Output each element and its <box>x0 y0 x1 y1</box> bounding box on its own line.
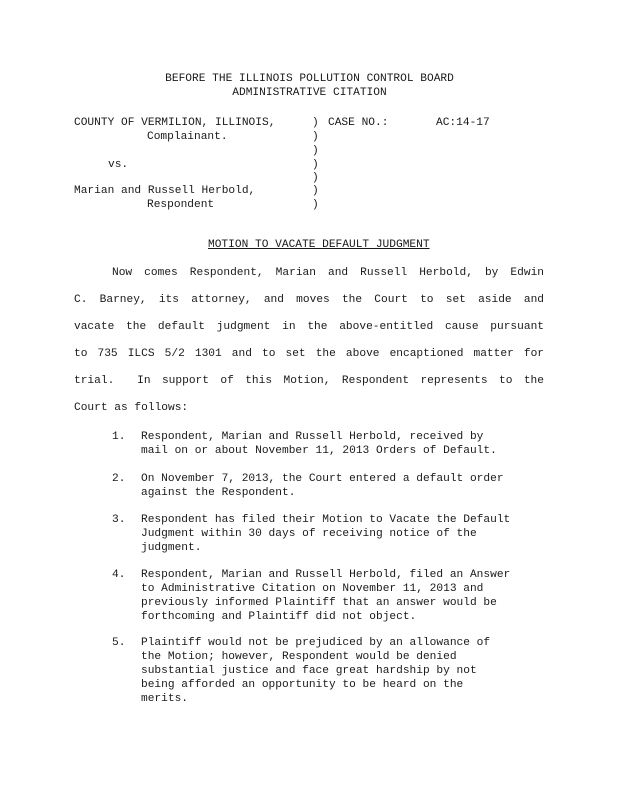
respondent-role: Respondent <box>147 199 215 211</box>
item-line: Respondent, Marian and Russell Herbold, received by <box>141 431 484 443</box>
caption-paren: ) <box>312 172 319 184</box>
item-line: merits. <box>141 693 188 705</box>
respondent-name: Marian and Russell Herbold, <box>74 185 256 197</box>
caption-paren: ) <box>312 145 319 157</box>
caption-paren: ) <box>312 185 319 197</box>
intro-line: vacate the default judgment in the above-entitled cause pursuant <box>74 321 544 333</box>
caption-paren: ) <box>312 159 319 171</box>
item-line: forthcoming and Plaintiff did not object. <box>141 611 417 623</box>
item-line: judgment. <box>141 542 202 554</box>
item-number: 5. <box>112 637 126 649</box>
item-line: against the Respondent. <box>141 487 296 499</box>
caption-paren: ) <box>312 117 319 129</box>
intro-line: C. Barney, its attorney, and moves the Court to set aside and <box>74 294 544 306</box>
item-line: the Motion; however, Respondent would be denied <box>141 651 457 663</box>
complainant-name: COUNTY OF VERMILION, ILLINOIS, <box>74 117 276 129</box>
case-number: AC:14-17 <box>436 117 490 129</box>
court-name-heading: BEFORE THE ILLINOIS POLLUTION CONTROL BOARD <box>165 73 454 85</box>
item-line: substantial justice and face great hardship by not <box>141 665 477 677</box>
item-line: Respondent has filed their Motion to Vacate the Default <box>141 514 511 526</box>
item-line: Respondent, Marian and Russell Herbold, filed an Answer <box>141 569 511 581</box>
motion-title: MOTION TO VACATE DEFAULT JUDGMENT <box>208 239 430 251</box>
item-line: previously informed Plaintiff that an answer would be <box>141 597 497 609</box>
item-line: On November 7, 2013, the Court entered a default order <box>141 473 504 485</box>
item-line: to Administrative Citation on November 11, 2013 and <box>141 583 484 595</box>
item-number: 4. <box>112 569 126 581</box>
item-number: 1. <box>112 431 126 443</box>
intro-line: to 735 ILCS 5/2 1301 and to set the above encaptioned matter for <box>74 348 544 360</box>
caption-paren: ) <box>312 131 319 143</box>
item-line: Judgment within 30 days of receiving notice of the <box>141 528 477 540</box>
complainant-role: Complainant. <box>147 131 228 143</box>
case-number-label: CASE NO.: <box>328 117 389 129</box>
versus-label: vs. <box>108 159 129 171</box>
item-line: mail on or about November 11, 2013 Orders of Default. <box>141 445 497 457</box>
caption-paren: ) <box>312 199 319 211</box>
item-number: 2. <box>112 473 126 485</box>
item-line: being afforded an opportunity to be heard on the <box>141 679 464 691</box>
item-line: Plaintiff would not be prejudiced by an allowance of <box>141 637 491 649</box>
intro-line: Court as follows: <box>74 402 189 414</box>
citation-heading: ADMINISTRATIVE CITATION <box>232 87 387 99</box>
item-number: 3. <box>112 514 126 526</box>
intro-line: trial. In support of this Motion, Respondent represents to the <box>74 375 544 387</box>
intro-line: Now comes Respondent, Marian and Russell Herbold, by Edwin <box>112 267 544 279</box>
